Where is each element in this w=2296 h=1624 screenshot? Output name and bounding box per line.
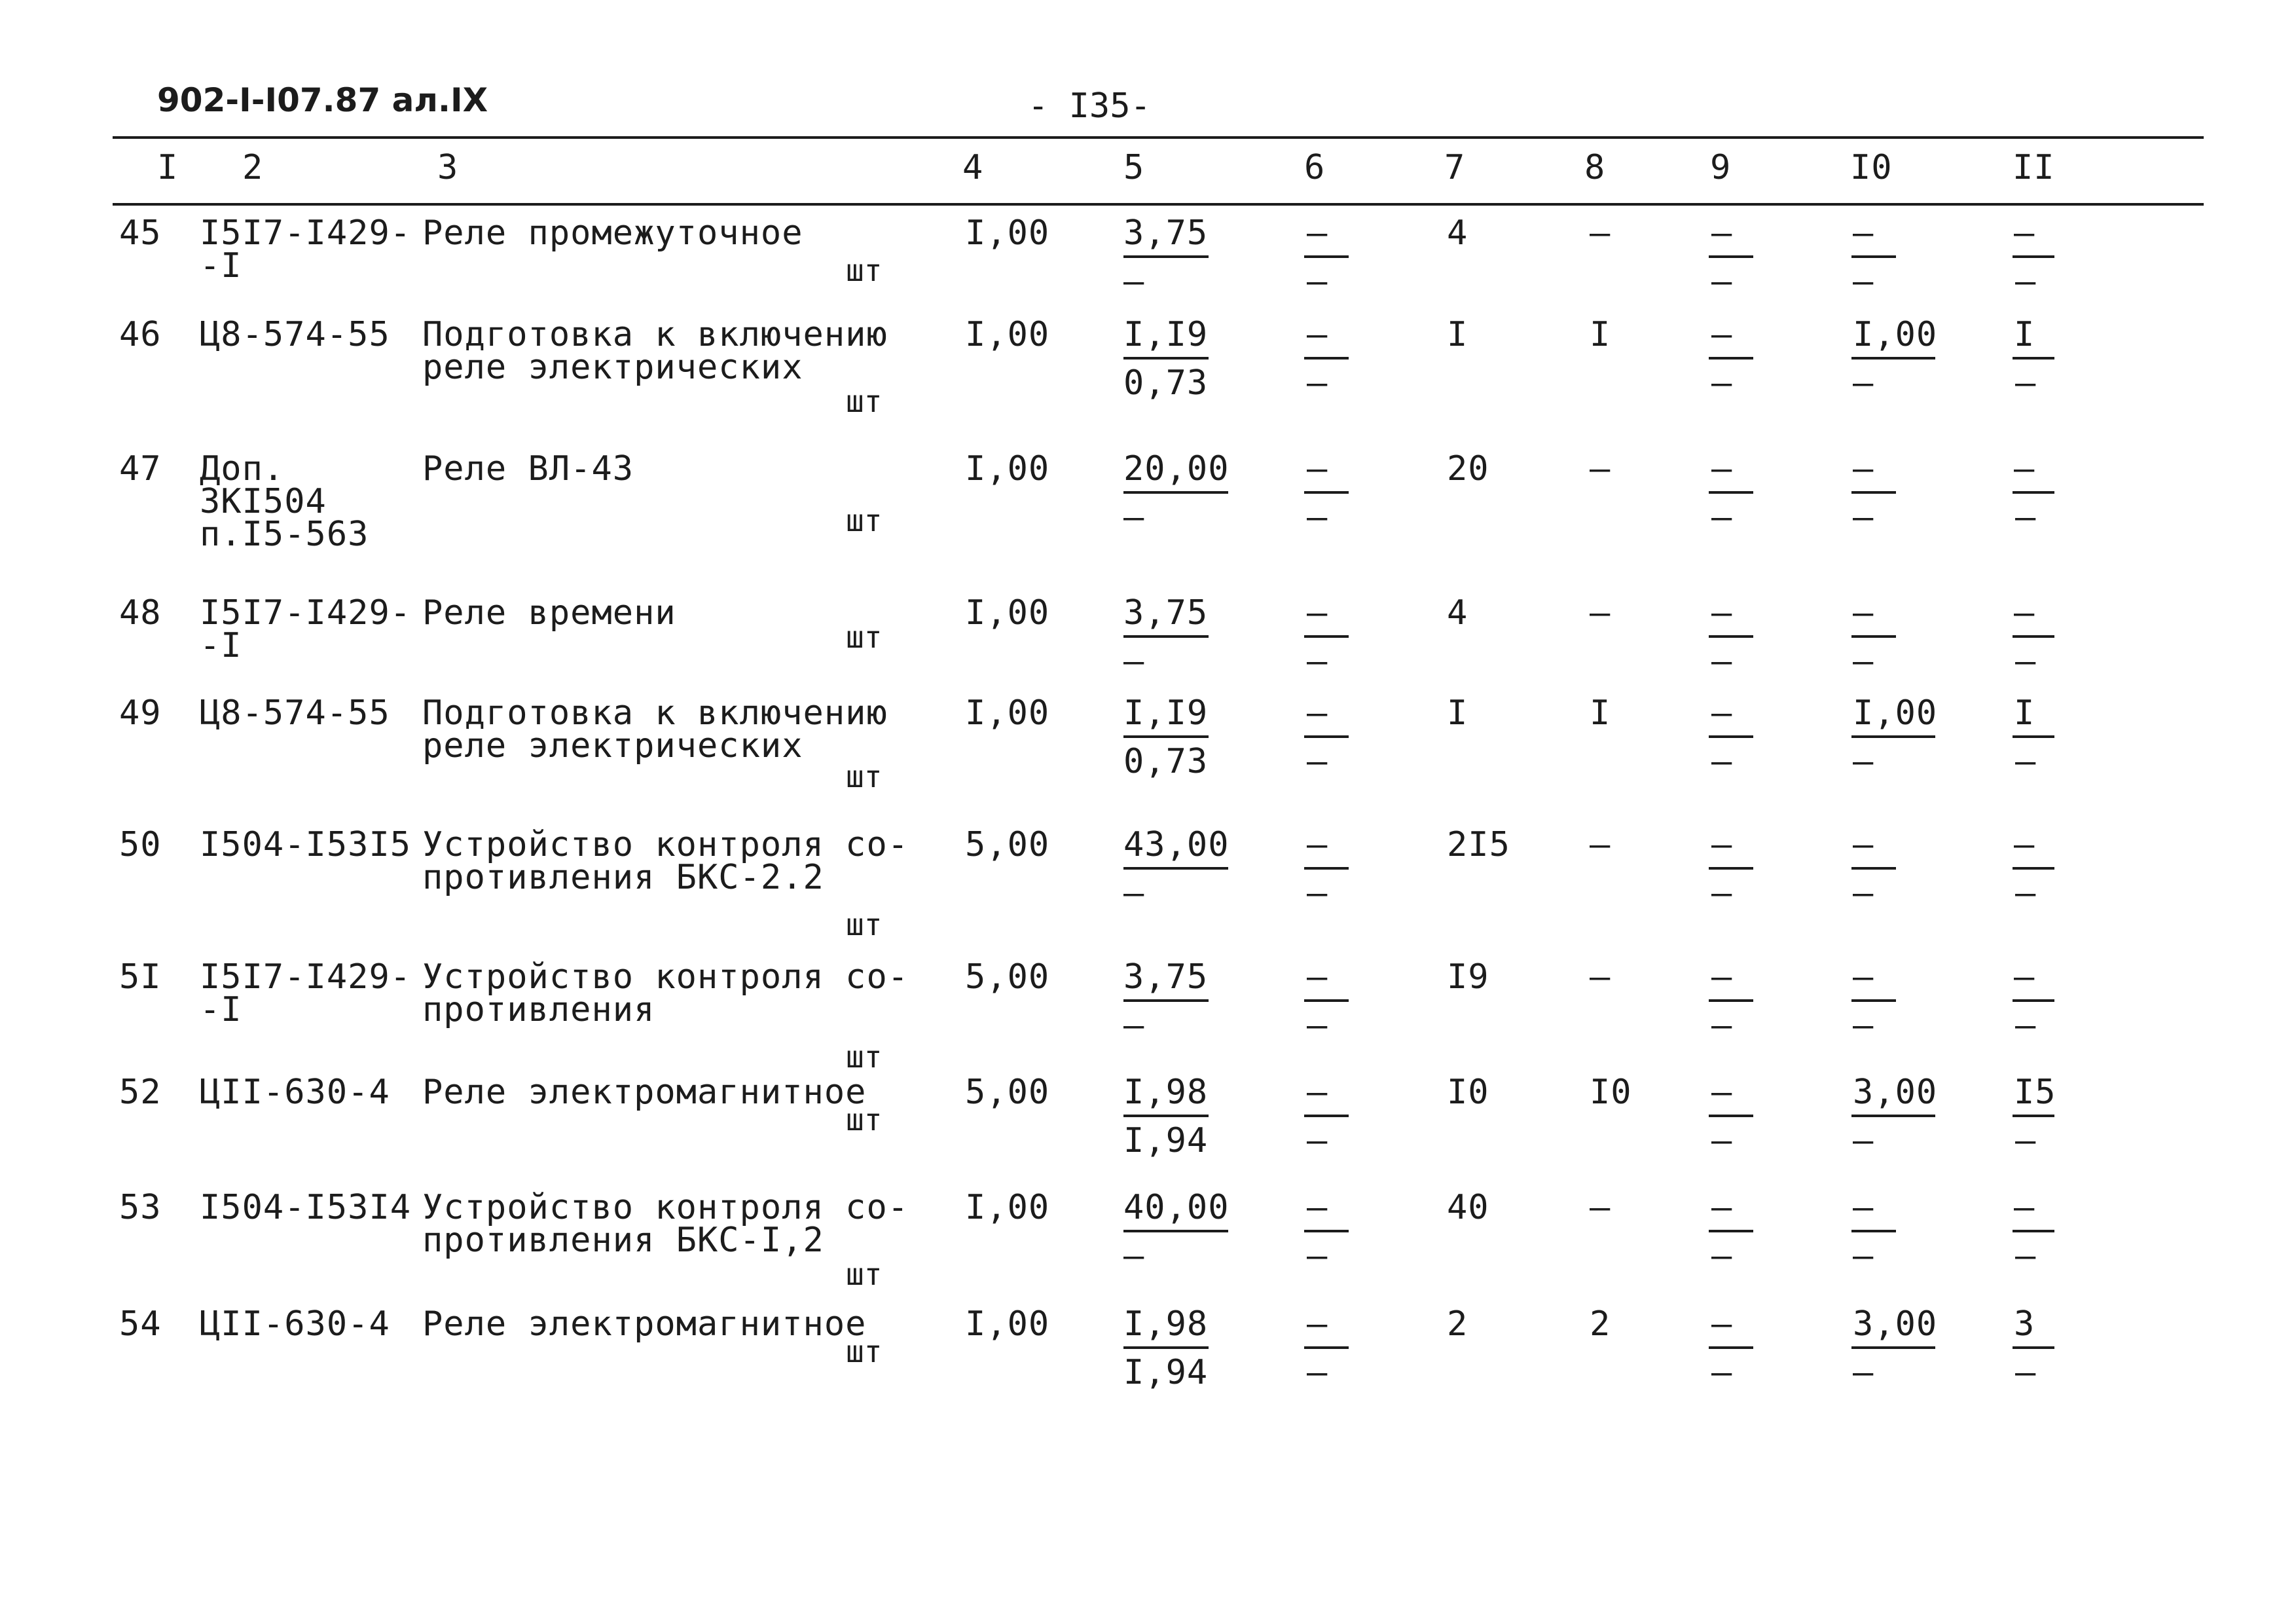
col4-value: I,00	[965, 593, 1050, 633]
col6-top-value: –	[1307, 449, 1328, 489]
column-header-10: I0	[1850, 148, 1893, 187]
col9-bottom-value: –	[1711, 1006, 1733, 1045]
unit-label: шт	[846, 759, 883, 794]
col8-value: –	[1590, 825, 1611, 864]
norm-code: I504-I53I5	[200, 825, 412, 864]
item-name: Реле промежуточное	[422, 213, 803, 253]
column-header-4: 4	[962, 148, 984, 187]
col5-top-value: 40,00	[1123, 1188, 1230, 1227]
row-number: 54	[119, 1304, 162, 1344]
col9-bottom-value: –	[1711, 262, 1733, 301]
col5-bottom-value: –	[1123, 262, 1145, 301]
col6-bottom-value: –	[1307, 1006, 1328, 1045]
column-header-1: I	[157, 148, 179, 187]
col9-top-value: –	[1711, 1304, 1733, 1344]
norm-code: Ц8-574-55	[200, 693, 390, 733]
col10-bottom-value: –	[1853, 363, 1874, 403]
col5-bottom-value: I,94	[1123, 1353, 1209, 1392]
col10-bottom-value: –	[1853, 874, 1874, 913]
col10-bottom-value: –	[1853, 1121, 1874, 1160]
col9-bottom-value: –	[1711, 363, 1733, 403]
col10-fraction-line	[1851, 255, 1896, 258]
col9-top-value: –	[1711, 315, 1733, 354]
col8-value: I	[1590, 315, 1611, 354]
unit-label: шт	[846, 1334, 883, 1369]
col8-value: –	[1590, 957, 1611, 997]
col10-top-value: –	[1853, 449, 1874, 489]
col5-fraction-line	[1123, 255, 1209, 258]
norm-code: I5I7-I429-	[200, 957, 412, 997]
col7-value: I0	[1447, 1073, 1489, 1112]
col7-value: 4	[1447, 213, 1468, 253]
col11-top-value: I5	[2014, 1073, 2056, 1112]
unit-label: шт	[846, 253, 883, 288]
col10-fraction-line	[1851, 1115, 1935, 1117]
row-number: 47	[119, 449, 162, 489]
col4-value: I,00	[965, 449, 1050, 489]
item-name: противления	[422, 990, 655, 1029]
col9-bottom-value: –	[1711, 742, 1733, 781]
col6-bottom-value: –	[1307, 742, 1328, 781]
col9-top-value: –	[1711, 1073, 1733, 1112]
col11-top-value: –	[2014, 1188, 2035, 1227]
norm-code: -I	[200, 990, 242, 1029]
col9-fraction-line	[1709, 635, 1753, 638]
col5-bottom-value: 0,73	[1123, 363, 1209, 403]
col9-top-value: –	[1711, 957, 1733, 997]
col10-fraction-line	[1851, 867, 1896, 870]
col5-bottom-value: 0,73	[1123, 742, 1209, 781]
col6-top-value: –	[1307, 213, 1328, 253]
col6-bottom-value: –	[1307, 363, 1328, 403]
row-number: 46	[119, 315, 162, 354]
norm-code: Ц8-574-55	[200, 315, 390, 354]
col10-top-value: 3,00	[1853, 1304, 1938, 1344]
col5-bottom-value: –	[1123, 1236, 1145, 1276]
unit-label: шт	[846, 1257, 883, 1292]
col5-top-value: I,98	[1123, 1073, 1209, 1112]
norm-code: I5I7-I429-	[200, 593, 412, 633]
col5-top-value: 20,00	[1123, 449, 1230, 489]
col9-bottom-value: –	[1711, 1121, 1733, 1160]
col8-value: –	[1590, 593, 1611, 633]
col11-bottom-value: –	[2015, 363, 2037, 403]
col5-fraction-line	[1123, 1230, 1228, 1232]
col11-bottom-value: –	[2015, 1006, 2037, 1045]
col6-bottom-value: –	[1307, 262, 1328, 301]
col5-top-value: 3,75	[1123, 213, 1209, 253]
row-number: 48	[119, 593, 162, 633]
norm-code: ЦII-630-4	[200, 1304, 390, 1344]
col6-bottom-value: –	[1307, 874, 1328, 913]
header-bottom-rule	[113, 203, 2204, 206]
col10-bottom-value: –	[1853, 642, 1874, 681]
row-number: 53	[119, 1188, 162, 1227]
col8-value: 2	[1590, 1304, 1611, 1344]
document-code: 902-I-I07.87 ал.IX	[157, 81, 488, 119]
col11-bottom-value: –	[2015, 262, 2037, 301]
col9-top-value: –	[1711, 1188, 1733, 1227]
row-number: 49	[119, 693, 162, 733]
item-name: Реле времени	[422, 593, 676, 633]
col4-value: 5,00	[965, 1073, 1050, 1112]
col10-fraction-line	[1851, 1230, 1896, 1232]
col10-fraction-line	[1851, 735, 1935, 738]
col10-fraction-line	[1851, 357, 1935, 360]
col4-value: I,00	[965, 1188, 1050, 1227]
item-name: Устройство контроля со-	[422, 825, 909, 864]
col6-top-value: –	[1307, 1188, 1328, 1227]
col6-bottom-value: –	[1307, 1121, 1328, 1160]
col10-bottom-value: –	[1853, 498, 1874, 537]
unit-label: шт	[846, 1102, 883, 1137]
col8-value: I0	[1590, 1073, 1632, 1112]
table-top-rule	[113, 136, 2204, 139]
norm-code: I5I7-I429-	[200, 213, 412, 253]
col6-bottom-value: –	[1307, 1236, 1328, 1276]
col11-bottom-value: –	[2015, 874, 2037, 913]
col7-value: I9	[1447, 957, 1489, 997]
col6-top-value: –	[1307, 315, 1328, 354]
col8-value: –	[1590, 213, 1611, 253]
col7-value: 20	[1447, 449, 1489, 489]
col5-fraction-line	[1123, 491, 1228, 494]
item-name: реле электрических	[422, 348, 803, 387]
col5-top-value: I,I9	[1123, 693, 1209, 733]
col4-value: 5,00	[965, 957, 1050, 997]
item-name: Устройство контроля со-	[422, 1188, 909, 1227]
unit-label: шт	[846, 1039, 883, 1075]
col11-fraction-line	[2013, 1115, 2054, 1117]
col10-top-value: I,00	[1853, 693, 1938, 733]
norm-code: ЦII-630-4	[200, 1073, 390, 1112]
col6-fraction-line	[1304, 357, 1349, 360]
row-number: 50	[119, 825, 162, 864]
col5-fraction-line	[1123, 999, 1209, 1002]
col11-fraction-line	[2013, 357, 2054, 360]
col10-top-value: –	[1853, 213, 1874, 253]
col10-fraction-line	[1851, 635, 1896, 638]
item-name: противления БКС-2.2	[422, 858, 824, 897]
col5-top-value: 3,75	[1123, 593, 1209, 633]
col5-bottom-value: –	[1123, 1006, 1145, 1045]
column-header-3: 3	[437, 148, 459, 187]
col11-fraction-line	[2013, 255, 2054, 258]
col11-bottom-value: –	[2015, 1353, 2037, 1392]
col6-bottom-value: –	[1307, 1353, 1328, 1392]
col8-value: –	[1590, 449, 1611, 489]
norm-code: I504-I53I4	[200, 1188, 412, 1227]
item-name: реле электрических	[422, 726, 803, 766]
col9-fraction-line	[1709, 999, 1753, 1002]
col9-top-value: –	[1711, 693, 1733, 733]
col11-top-value: 3	[2014, 1304, 2035, 1344]
col10-top-value: –	[1853, 593, 1874, 633]
col5-top-value: 3,75	[1123, 957, 1209, 997]
col11-fraction-line	[2013, 999, 2054, 1002]
col6-fraction-line	[1304, 491, 1349, 494]
col9-bottom-value: –	[1711, 498, 1733, 537]
col10-fraction-line	[1851, 491, 1896, 494]
col6-top-value: –	[1307, 693, 1328, 733]
col7-value: 2	[1447, 1304, 1468, 1344]
col5-bottom-value: –	[1123, 874, 1145, 913]
unit-label: шт	[846, 619, 883, 655]
col11-top-value: –	[2014, 593, 2035, 633]
item-name: противления БКС-I,2	[422, 1221, 824, 1260]
col4-value: I,00	[965, 213, 1050, 253]
col11-top-value: I	[2014, 315, 2035, 354]
column-header-5: 5	[1123, 148, 1145, 187]
item-name: Устройство контроля со-	[422, 957, 909, 997]
col9-fraction-line	[1709, 1230, 1753, 1232]
col11-fraction-line	[2013, 735, 2054, 738]
col9-bottom-value: –	[1711, 1236, 1733, 1276]
row-number: 5I	[119, 957, 162, 997]
row-number: 52	[119, 1073, 162, 1112]
col6-top-value: –	[1307, 593, 1328, 633]
norm-code: -I	[200, 626, 242, 665]
col10-bottom-value: –	[1853, 742, 1874, 781]
col6-fraction-line	[1304, 735, 1349, 738]
col10-bottom-value: –	[1853, 262, 1874, 301]
col10-bottom-value: –	[1853, 1006, 1874, 1045]
col6-fraction-line	[1304, 1115, 1349, 1117]
col6-fraction-line	[1304, 1230, 1349, 1232]
col6-bottom-value: –	[1307, 498, 1328, 537]
item-name: Реле электромагнитное	[422, 1073, 867, 1112]
col10-fraction-line	[1851, 999, 1896, 1002]
col11-top-value: –	[2014, 213, 2035, 253]
column-header-7: 7	[1444, 148, 1466, 187]
col9-top-value: –	[1711, 213, 1733, 253]
col6-top-value: –	[1307, 825, 1328, 864]
unit-label: шт	[846, 907, 883, 942]
col9-top-value: –	[1711, 593, 1733, 633]
col5-fraction-line	[1123, 1115, 1209, 1117]
col7-value: I	[1447, 315, 1468, 354]
col7-value: 40	[1447, 1188, 1489, 1227]
col8-value: I	[1590, 693, 1611, 733]
col11-top-value: –	[2014, 825, 2035, 864]
col6-fraction-line	[1304, 999, 1349, 1002]
col11-bottom-value: –	[2015, 498, 2037, 537]
col6-top-value: –	[1307, 957, 1328, 997]
col9-fraction-line	[1709, 867, 1753, 870]
col7-value: 4	[1447, 593, 1468, 633]
row-number: 45	[119, 213, 162, 253]
col6-bottom-value: –	[1307, 642, 1328, 681]
col9-bottom-value: –	[1711, 1353, 1733, 1392]
col5-top-value: 43,00	[1123, 825, 1230, 864]
col5-fraction-line	[1123, 357, 1209, 360]
col11-bottom-value: –	[2015, 742, 2037, 781]
col9-bottom-value: –	[1711, 642, 1733, 681]
col10-top-value: –	[1853, 825, 1874, 864]
col7-value: 2I5	[1447, 825, 1510, 864]
col4-value: I,00	[965, 315, 1050, 354]
column-header-6: 6	[1304, 148, 1326, 187]
col10-bottom-value: –	[1853, 1236, 1874, 1276]
column-header-11: II	[2013, 148, 2055, 187]
norm-code: -I	[200, 246, 242, 286]
column-header-8: 8	[1584, 148, 1606, 187]
col6-top-value: –	[1307, 1073, 1328, 1112]
col9-fraction-line	[1709, 255, 1753, 258]
col6-fraction-line	[1304, 635, 1349, 638]
norm-code: ЗКI504	[200, 482, 327, 521]
norm-code: п.I5-563	[200, 515, 369, 554]
col11-fraction-line	[2013, 1230, 2054, 1232]
col11-bottom-value: –	[2015, 642, 2037, 681]
col4-value: I,00	[965, 1304, 1050, 1344]
item-name: Реле электромагнитное	[422, 1304, 867, 1344]
col10-top-value: 3,00	[1853, 1073, 1938, 1112]
col5-fraction-line	[1123, 635, 1209, 638]
col11-top-value: –	[2014, 449, 2035, 489]
col4-value: 5,00	[965, 825, 1050, 864]
col5-bottom-value: I,94	[1123, 1121, 1209, 1160]
col9-top-value: –	[1711, 449, 1733, 489]
col7-value: I	[1447, 693, 1468, 733]
unit-label: шт	[846, 503, 883, 538]
col5-fraction-line	[1123, 735, 1209, 738]
col5-fraction-line	[1123, 1346, 1209, 1349]
col11-fraction-line	[2013, 1346, 2054, 1349]
col11-top-value: I	[2014, 693, 2035, 733]
col9-fraction-line	[1709, 357, 1753, 360]
col8-value: –	[1590, 1188, 1611, 1227]
col11-fraction-line	[2013, 635, 2054, 638]
col5-top-value: I,I9	[1123, 315, 1209, 354]
item-name: Подготовка к включению	[422, 693, 888, 733]
col10-top-value: –	[1853, 957, 1874, 997]
item-name: Подготовка к включению	[422, 315, 888, 354]
col6-fraction-line	[1304, 867, 1349, 870]
col10-top-value: I,00	[1853, 315, 1938, 354]
column-header-9: 9	[1710, 148, 1732, 187]
unit-label: шт	[846, 384, 883, 419]
column-header-2: 2	[242, 148, 264, 187]
col9-fraction-line	[1709, 1346, 1753, 1349]
col10-fraction-line	[1851, 1346, 1935, 1349]
col11-fraction-line	[2013, 867, 2054, 870]
col11-bottom-value: –	[2015, 1236, 2037, 1276]
col11-top-value: –	[2014, 957, 2035, 997]
col5-top-value: I,98	[1123, 1304, 1209, 1344]
col6-fraction-line	[1304, 1346, 1349, 1349]
col6-top-value: –	[1307, 1304, 1328, 1344]
item-name: Реле ВЛ-43	[422, 449, 634, 489]
col9-fraction-line	[1709, 1115, 1753, 1117]
col4-value: I,00	[965, 693, 1050, 733]
col5-bottom-value: –	[1123, 498, 1145, 537]
col11-bottom-value: –	[2015, 1121, 2037, 1160]
col11-fraction-line	[2013, 491, 2054, 494]
col9-fraction-line	[1709, 491, 1753, 494]
col9-bottom-value: –	[1711, 874, 1733, 913]
col6-fraction-line	[1304, 255, 1349, 258]
col10-bottom-value: –	[1853, 1353, 1874, 1392]
page-number: - I35-	[1028, 86, 1151, 126]
col9-fraction-line	[1709, 735, 1753, 738]
col9-top-value: –	[1711, 825, 1733, 864]
col10-top-value: –	[1853, 1188, 1874, 1227]
norm-code: Доп.	[200, 449, 285, 489]
col5-fraction-line	[1123, 867, 1228, 870]
col5-bottom-value: –	[1123, 642, 1145, 681]
